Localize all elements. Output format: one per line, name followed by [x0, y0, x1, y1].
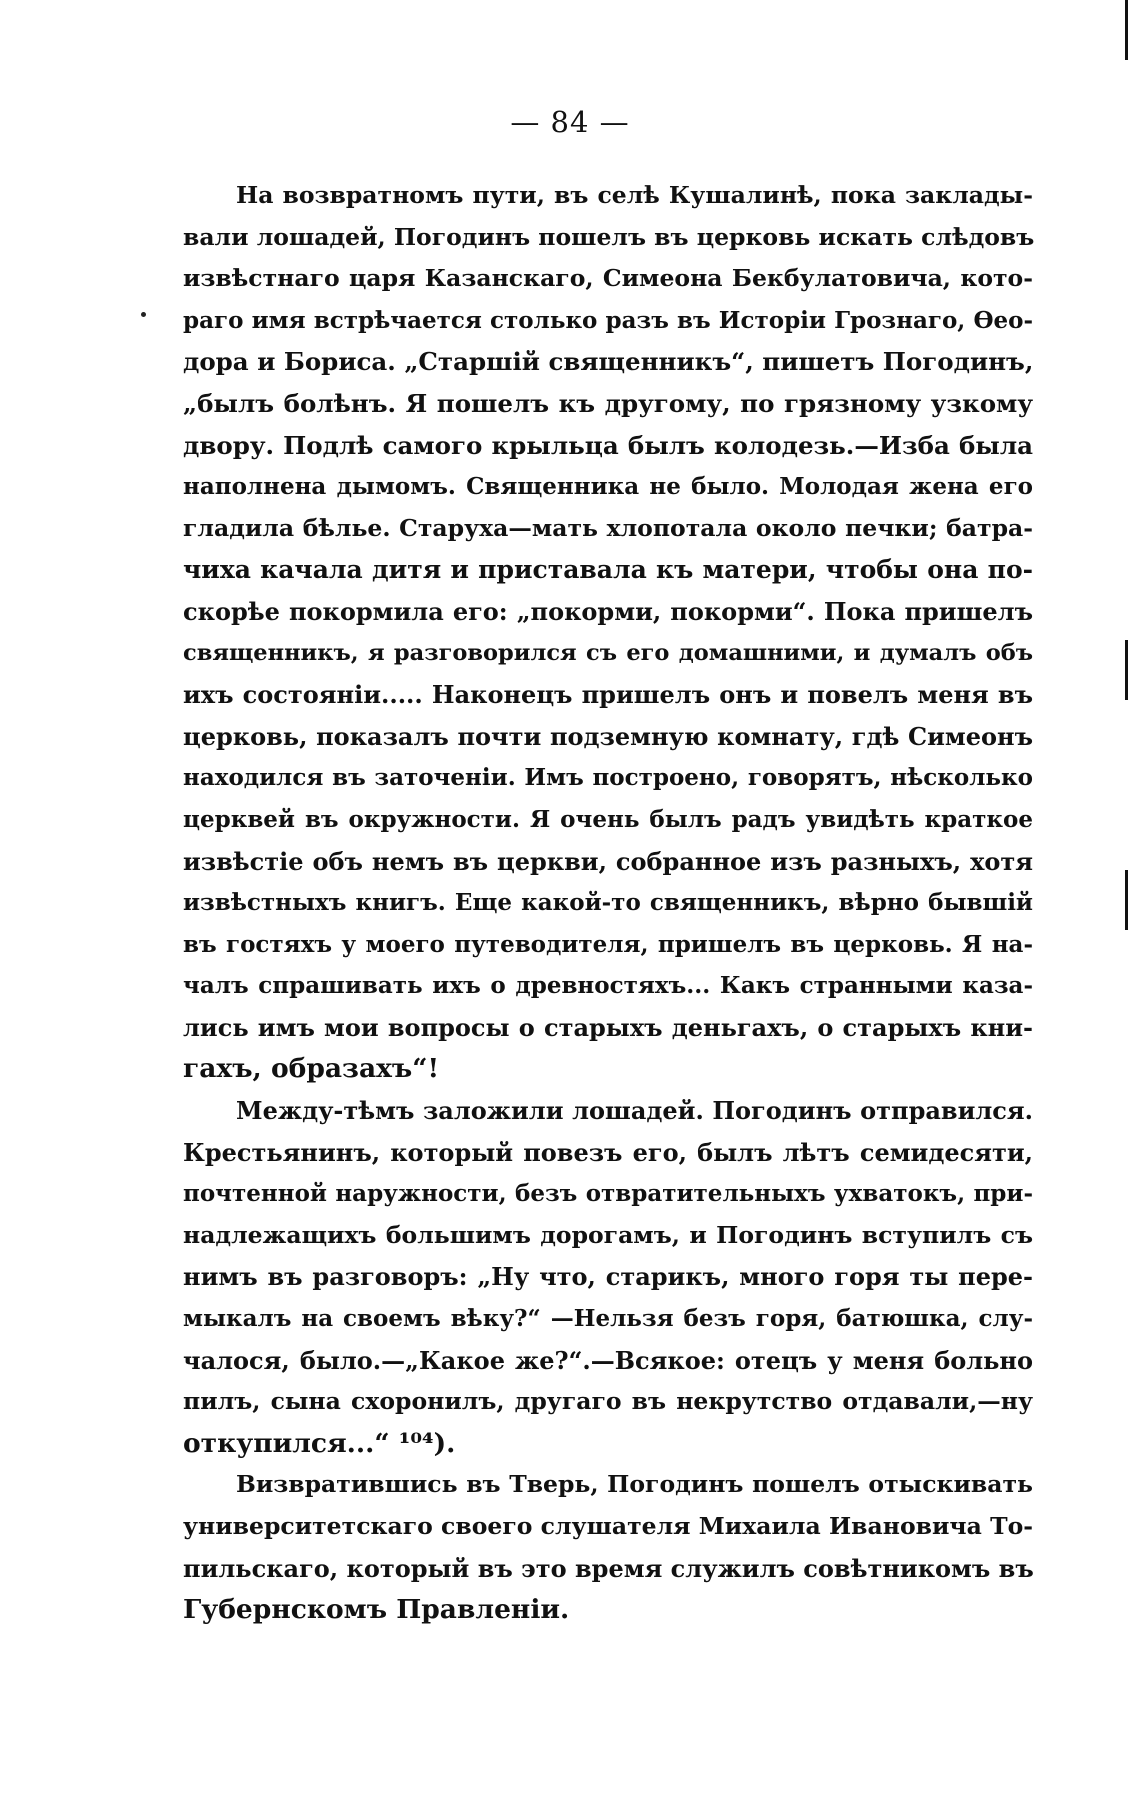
text-line: откупился...“ ¹⁰⁴). [183, 1427, 456, 1459]
text-line: мыкалъ на своемъ вѣку?“ —Нельзя безъ горя, батюшка, слу- [183, 1305, 1033, 1333]
text-line: лись имъ мои вопросы о старыхъ деньгахъ, о старыхъ кни- [183, 1012, 1033, 1042]
text-line: пильскаго, который въ это время служилъ совѣтникомъ въ [183, 1553, 1034, 1583]
scan-edge-mark [1125, 870, 1128, 930]
text-line: скорѣе покормила его: „покорми, покорми“. Пока пришелъ [183, 596, 1033, 626]
text-line: чиха качала дитя и приставала къ матери, чтобы она по- [183, 555, 1033, 585]
paragraph-2 [183, 1090, 1033, 1464]
text-line: церковь, показалъ почти подземную комнату, гдѣ Симеонъ [183, 721, 1033, 751]
paragraph-1 [183, 175, 1033, 1090]
text-line: На возвратномъ пути, въ селѣ Кушалинѣ, пока заклады- [236, 181, 1033, 209]
text-line: извѣстныхъ книгъ. Еще какой-то священникъ, вѣрно бывшій [183, 889, 1033, 917]
text-line: раго имя встрѣчается столько разъ въ Исторіи Грознаго, Ѳео- [183, 306, 1033, 334]
text-line: Крестьянинъ, который повезъ его, былъ лѣтъ семидесяти, [183, 1137, 1033, 1167]
scan-edge-mark [1125, 640, 1128, 700]
text-line: почтенной наружности, безъ отвратительныхъ ухватокъ, при- [183, 1180, 1033, 1208]
text-line: чалося, было.—„Какое же?“.—Всякое: отецъ у меня больно [183, 1345, 1033, 1375]
page-number: — 84 — [510, 105, 630, 139]
paragraph-3 [183, 1464, 1033, 1630]
text-line: находился въ заточеніи. Имъ построено, говорятъ, нѣсколько [183, 764, 1033, 792]
text-line: извѣстіе объ немъ въ церкви, собранное изъ разныхъ, хотя [183, 846, 1033, 876]
text-line: наполнена дымомъ. Священника не было. Молодая жена его [183, 473, 1033, 501]
text-line: „былъ болѣнъ. Я пошелъ къ другому, по грязному узкому [183, 388, 1033, 418]
text-line: Визвратившись въ Тверь, Погодинъ пошелъ отыскивать [236, 1470, 1033, 1499]
text-line: дора и Бориса. „Старшій священникъ“, пишетъ Погодинъ, [183, 347, 1034, 377]
text-body [183, 175, 1033, 1631]
text-line: двору. Подлѣ самого крыльца былъ колодезь.—Изба была [183, 430, 1033, 460]
text-line: ихъ состояніи..... Наконецъ пришелъ онъ и повелъ меня въ [183, 680, 1033, 710]
text-line: университетскаго своего слушателя Михаила Ивановича То- [183, 1512, 1033, 1540]
text-line: гахъ, образахъ“! [183, 1053, 440, 1085]
scan-edge-mark [1125, 0, 1128, 60]
text-line: извѣстнаго царя Казанскаго, Симеона Бекбулатовича, кото- [183, 264, 1033, 293]
text-line: чалъ спрашивать ихъ о древностяхъ... Какъ странными каза- [183, 972, 1033, 1000]
text-line: церквей въ окружности. Я очень былъ радъ увидѣть краткое [183, 805, 1033, 833]
text-line: гладила бѣлье. Старуха—мать хлопотала около печки; батра- [183, 513, 1033, 542]
text-line: вали лошадей, Погодинъ пошелъ въ церковь искать слѣдовъ [183, 222, 1035, 251]
text-line: пилъ, сына схоронилъ, другаго въ некрутство отдавали,—ну [183, 1387, 1033, 1416]
scan-speck [141, 312, 146, 317]
text-line: нимъ въ разговоръ: „Ну что, старикъ, много горя ты пере- [183, 1262, 1033, 1292]
text-line: священникъ, я разговорился съ его домашними, и думалъ объ [183, 639, 1033, 666]
text-line: Губернскомъ Правленіи. [183, 1594, 570, 1626]
text-line: надлежащихъ большимъ дорогамъ, и Погодинъ вступилъ съ [183, 1220, 1033, 1249]
text-line: Между-тѣмъ заложили лошадей. Погодинъ отправился. [236, 1096, 1033, 1126]
text-line: въ гостяхъ у моего путеводителя, пришелъ въ церковь. Я на- [183, 930, 1033, 958]
